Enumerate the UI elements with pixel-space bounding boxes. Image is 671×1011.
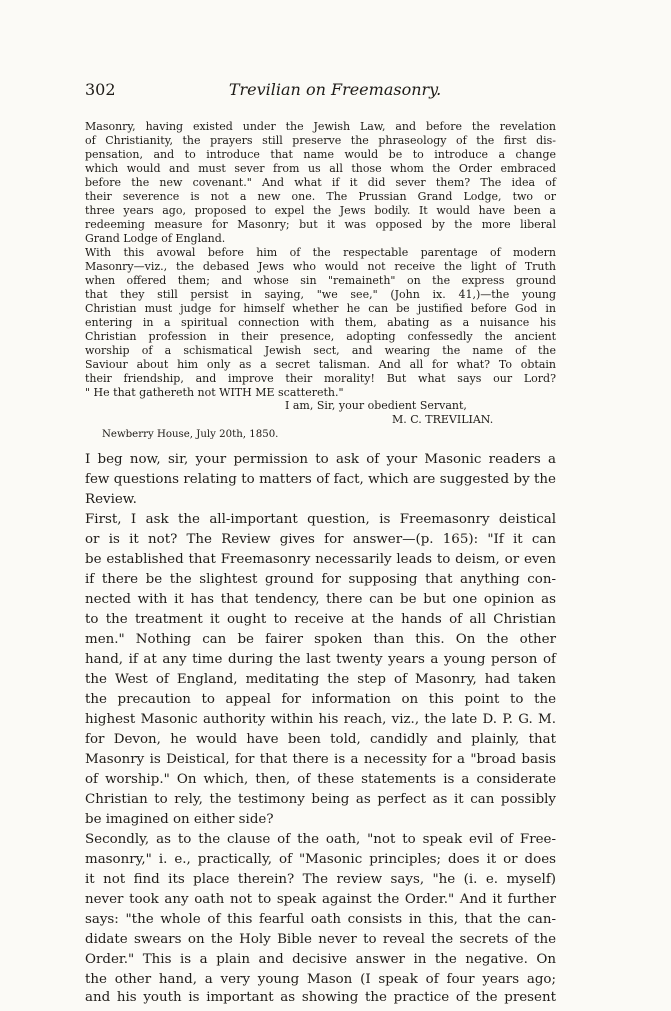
letter-line: worship of a schismatical Jewish sect, and wearing the name of the	[85, 344, 556, 357]
body-line: Order." This is a plain and decisive answer in the negative. On	[85, 952, 556, 967]
body-line: if there be the slightest ground for supposing that anything con-	[85, 572, 556, 587]
body-line: few questions relating to matters of fact, which are suggested by the	[85, 472, 556, 487]
letter-line: of Christianity, the prayers still preserve the phraseology of the first dis-	[85, 134, 556, 147]
letter-line: redeeming measure for Masonry; but it was opposed by the more liberal	[85, 218, 556, 231]
letter-line: With this avowal before him of the respectable parentage of modern	[85, 246, 556, 259]
letter-line: their severence is not a new one. The Prussian Grand Lodge, two or	[85, 190, 556, 203]
page-header	[85, 80, 585, 104]
letter-line: Grand Lodge of England.	[85, 232, 226, 245]
body-line: Christian to rely, the testimony being as perfect as it can possibly	[85, 792, 556, 807]
letter-line: three years ago, proposed to expel the Jews bodily. It would have been a	[85, 204, 556, 217]
body-line: of worship." On which, then, of these statements is a considerate	[85, 772, 556, 787]
body-line: I beg now, sir, your permission to ask of your Masonic readers a	[85, 452, 556, 467]
body-line: First, I ask the all-important question, is Freemasonry deistical	[85, 512, 556, 527]
body-line: the other hand, a very young Mason (I speak of four years ago;	[85, 972, 556, 987]
letter-line: Masonry—viz., the debased Jews who would not receive the light of Truth	[85, 260, 556, 273]
body-line: never took any oath not to speak against the Order." And it further	[85, 892, 556, 907]
body-line: hand, if at any time during the last twenty years a young person of	[85, 652, 556, 667]
letter-closing: I am, Sir, your obedient Servant,	[285, 399, 467, 412]
body-line: Secondly, as to the clause of the oath, "not to speak evil of Free-	[85, 832, 556, 847]
body-line: the precaution to appeal for information on this point to the	[85, 692, 556, 707]
body-line: the West of England, meditating the step of Masonry, had taken	[85, 672, 556, 687]
letter-line: which would and must sever from us all those whom the Order embraced	[85, 162, 556, 175]
running-title: Trevilian on Freemasonry.	[228, 80, 442, 99]
body-line: highest Masonic authority within his reach, viz., the late D. P. G. M.	[85, 712, 556, 727]
letter-line: their friendship, and improve their morality! But what says our Lord?	[85, 372, 556, 385]
letter-line: that they still persist in saying, "we see," (John ix. 41,)—the young	[85, 288, 556, 301]
body-line: Masonry is Deistical, for that there is a necessity for a "broad basis	[85, 752, 556, 767]
body-line: or is it not? The Review gives for answer—(p. 165): "If it can	[85, 532, 556, 547]
body-line: for Devon, he would have been told, candidly and plainly, that	[85, 732, 556, 747]
body-line: to the treatment it ought to receive at the hands of all Christian	[85, 612, 556, 627]
body-line: men." Nothing can be fairer spoken than this. On the other	[85, 632, 556, 647]
body-line: be imagined on either side?	[85, 812, 274, 827]
body-line: nected with it has that tendency, there can be but one opinion as	[85, 592, 556, 607]
body-line: didate swears on the Holy Bible never to reveal the secrets of the	[85, 932, 556, 947]
letter-line: Saviour about him only as a secret talisman. And all for what? To obtain	[85, 358, 556, 371]
page-number: 302	[85, 80, 116, 99]
body-line: Review.	[85, 492, 137, 507]
body-line: says: "the whole of this fearful oath consists in this, that the can-	[85, 912, 556, 927]
body-line: it not find its place therein? The review says, "he (i. e. myself)	[85, 872, 556, 887]
body-line: be established that Freemasonry necessarily leads to deism, or even	[85, 552, 556, 567]
letter-line: when offered them; and whose sin "remaineth" on the express ground	[85, 274, 556, 287]
body-line: masonry," i. e., practically, of "Masonic principles; does it or does	[85, 852, 556, 867]
letter-line: before the new covenant." And what if it did sever them? The idea of	[85, 176, 556, 189]
letter-signatory: M. C. TREVILIAN.	[392, 413, 494, 426]
letter-place-date: Newberry House, July 20th, 1850.	[102, 429, 279, 440]
letter-line: " He that gathereth not WITH ME scattereth."	[85, 386, 344, 399]
letter-line: entering in a spiritual connection with them, abating as a nuisance his	[85, 316, 556, 329]
letter-line: Christian profession in their presence, adopting confessedly the ancient	[85, 330, 556, 343]
letter-line: pensation, and to introduce that name would be to introduce a change	[85, 148, 556, 161]
letter-line: Masonry, having existed under the Jewish Law, and before the revelation	[85, 120, 556, 133]
letter-line: Christian must judge for himself whether he can be justified before God in	[85, 302, 556, 315]
body-line: and his youth is important as showing the practice of the present	[85, 990, 556, 1005]
